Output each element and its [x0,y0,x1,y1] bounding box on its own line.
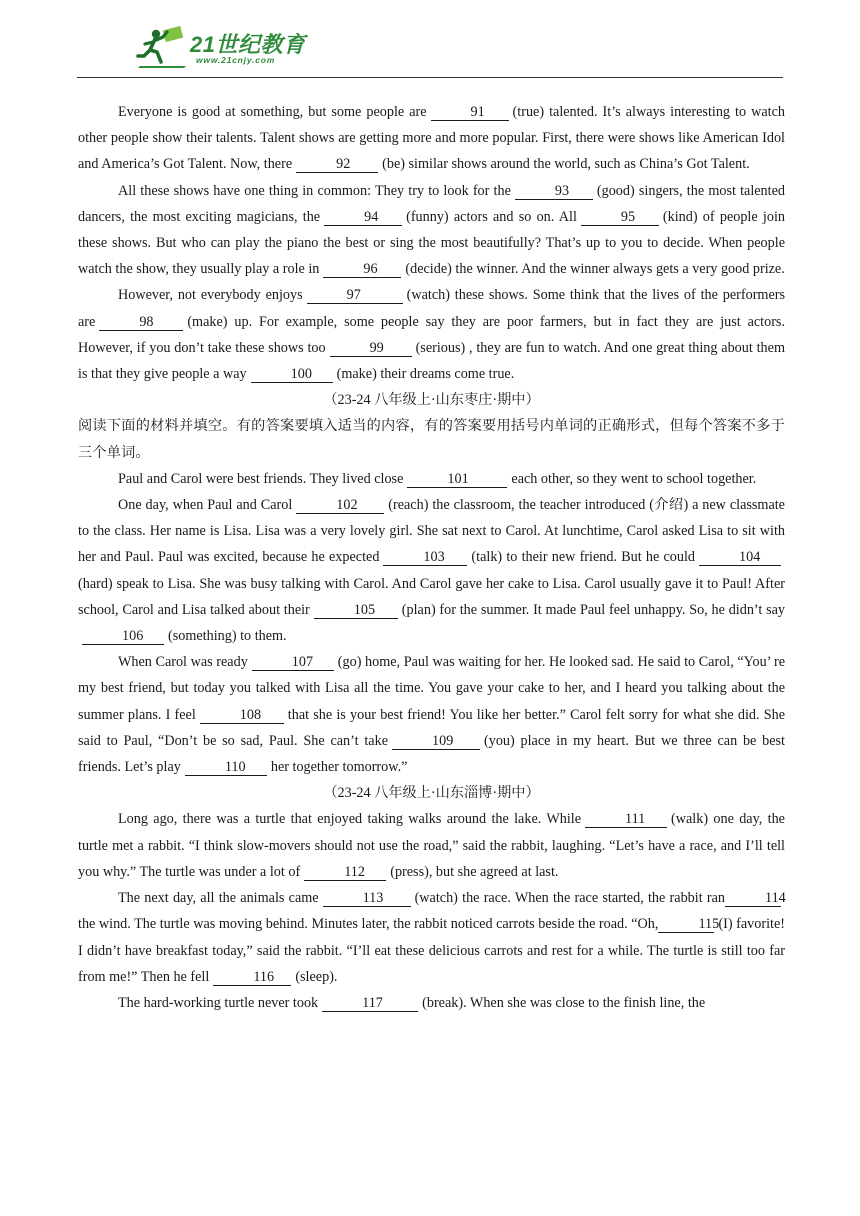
source-note-2: （23-24 八年级上·山东淄博·期中） [323,785,540,802]
source-note-1: （23-24 八年级上·山东枣庄·期中） [323,392,540,409]
passage3-paragraph-3 [78,990,785,1016]
text-segment: that she is your best friend! You like her better.” Carol felt sorry for what she did. She said to Paul, “Don’t be so sad, Paul. She can’t take [78,706,786,749]
text-segment: (you) place in my heart. But we three can be best friends. Let’s play [78,732,785,776]
text-segment: (reach) the classroom, the teacher introduced (介绍) a new classmate to the class. Her name is Lisa. Lisa was a very lovely girl. She sat next to Carol. At lunchtime, Carol asked Lisa to sit with her and Paul. Paul was excited, because he expected [78,497,785,566]
blank-115[interactable]: 115 [658,916,714,933]
passage2-paragraph-3 [78,649,785,780]
text-segment: (watch) the race. When the race started, the rabbit ran [414,890,725,907]
blank-108[interactable]: 108 [200,707,284,724]
text-segment: (sleep). [295,968,338,985]
text-segment: (make) their dreams come true. [336,366,515,383]
blank-91[interactable]: 91 [431,104,509,121]
blank-99[interactable]: 99 [330,340,412,357]
blank-92[interactable]: 92 [296,156,378,173]
passage3-paragraph-2 [78,885,785,990]
text-segment: (make) up. For example, some people say they are poor farmers, but in fact they are just actors. However, if you don’t take these shows too [78,313,785,356]
blank-107[interactable]: 107 [252,654,334,671]
text-segment: (good) singers, the most talented dancers, the most exciting magicians, the [78,182,785,225]
instruction-text: 阅读下面的材料并填空。有的答案要填入适当的内容，有的答案要用括号内单词的正确形式，但每个答案不多于三个单词。 [78,418,785,461]
blank-105[interactable]: 105 [314,602,398,619]
text-segment: (talk) to their new friend. But he could [471,549,695,566]
text-segment: (walk) one day, the turtle met a rabbit. “I think slow-movers should not use the road,” said the rabbit, laughing. “Let’s have a race, and I’ll tell you why.” The turtle was under a lot of [78,811,785,880]
text-segment: (funny) actors and so on. All [406,208,577,225]
blank-102[interactable]: 102 [296,497,384,514]
text-segment: (plan) for the summer. It made Paul feel unhappy. So, he didn’t say [401,601,785,618]
text-segment: Long ago, there was a turtle that enjoyed taking walks around the lake. While [118,811,582,828]
text-segment: The next day, all the animals came [118,890,319,907]
blank-117[interactable]: 117 [322,995,418,1012]
blank-94[interactable]: 94 [324,209,402,226]
text-segment: (kind) of people join these shows. But who can play the piano the best or sing the most beautifully? That’s up to you to decide. When people watch the show, they usually play a role in [78,208,785,278]
text-segment: each other, so they went to school together. [511,470,757,487]
blank-114[interactable]: 114 [725,890,781,907]
blank-112[interactable]: 112 [304,864,386,881]
blank-101[interactable]: 101 [407,471,507,488]
blank-111[interactable]: 111 [585,811,667,828]
text-segment: (serious) , they are fun to watch. And one great thing about them is that they give people a way [78,339,785,383]
text-segment: (be) similar shows around the world, such as China’s Got Talent. [382,156,750,173]
page-header [0,0,860,80]
passage3-paragraph-1 [78,806,785,885]
blank-110[interactable]: 110 [185,759,267,776]
passage1-paragraph-1 [78,99,785,178]
passage1-paragraph-3 [78,282,785,387]
text-segment: (true) talented. It’s always interesting to watch other people show their talents. Talent shows are getting more and more popular. First, there were shows like American Idol and America’s Got Talent. Now, there [78,104,785,173]
blank-103[interactable]: 103 [383,549,467,566]
text-segment: (break). When she was close to the finish line, the [422,994,706,1011]
text-segment: (hard) speak to Lisa. She was busy talking with Carol. And Carol gave her cake to Lisa. Carol usually gave it to Paul! After school, Carol and Lisa talked about their [78,575,785,618]
header-divider [77,77,783,78]
text-segment: (go) home, Paul was waiting for her. He looked sad. He said to Carol, “You’ re my best friend, but today you talked with Lisa all the time. You gave your cake to her, and I heard you talking about the summer plans. I feel [78,654,785,723]
blank-97[interactable]: 97 [307,287,403,304]
text-segment: However, not everybody enjoys [118,287,303,304]
blank-113[interactable]: 113 [323,890,411,907]
text-segment: When Carol was ready [118,654,248,671]
passage2-paragraph-2 [78,492,785,649]
text-segment: All these shows have one thing in common: They try to look for the [118,182,511,199]
text-segment: One day, when Paul and Carol [118,497,293,514]
text-segment: (I) favorite! I didn’t have breakfast today,” said the rabbit. “I’ll eat these delicious carrots and rest for a while. The turtle is still too far from me!” Then he fell [78,916,786,985]
blank-98[interactable]: 98 [99,314,183,331]
text-segment: The hard-working turtle never took [118,994,319,1011]
blank-106[interactable]: 106 [82,628,164,645]
text-segment: (press), but she agreed at last. [390,863,559,880]
text-segment: Everyone is good at something, but some people are [118,104,427,120]
text-segment: the wind. The turtle was moving behind. Minutes later, the rabbit noticed carrots beside the road. “Oh, [78,916,659,933]
site-logo [134,24,314,70]
passage1-paragraph-2 [78,178,785,283]
blank-116[interactable]: 116 [213,969,291,986]
logo-url: www.21cnjy.com [196,55,276,65]
logo-wordmark: 21世纪教育 [190,32,306,57]
text-segment: (decide) the winner. And the winner always gets a very good prize. [405,261,785,278]
text-segment: (watch) these shows. Some think that the lives of the performers are [78,287,786,330]
blank-104[interactable]: 104 [699,549,781,566]
running-figure-logo-icon [134,26,188,68]
blank-95[interactable]: 95 [581,209,659,226]
blank-100[interactable]: 100 [251,366,333,383]
text-segment: (something) to them. [168,628,287,645]
text-segment: Paul and Carol were best friends. They lived close [118,470,404,487]
passage2-paragraph-1 [78,466,785,492]
blank-109[interactable]: 109 [392,733,480,750]
blank-93[interactable]: 93 [515,183,593,200]
blank-96[interactable]: 96 [323,261,401,278]
document-body [78,99,785,1016]
text-segment: her together tomorrow.” [270,759,408,776]
